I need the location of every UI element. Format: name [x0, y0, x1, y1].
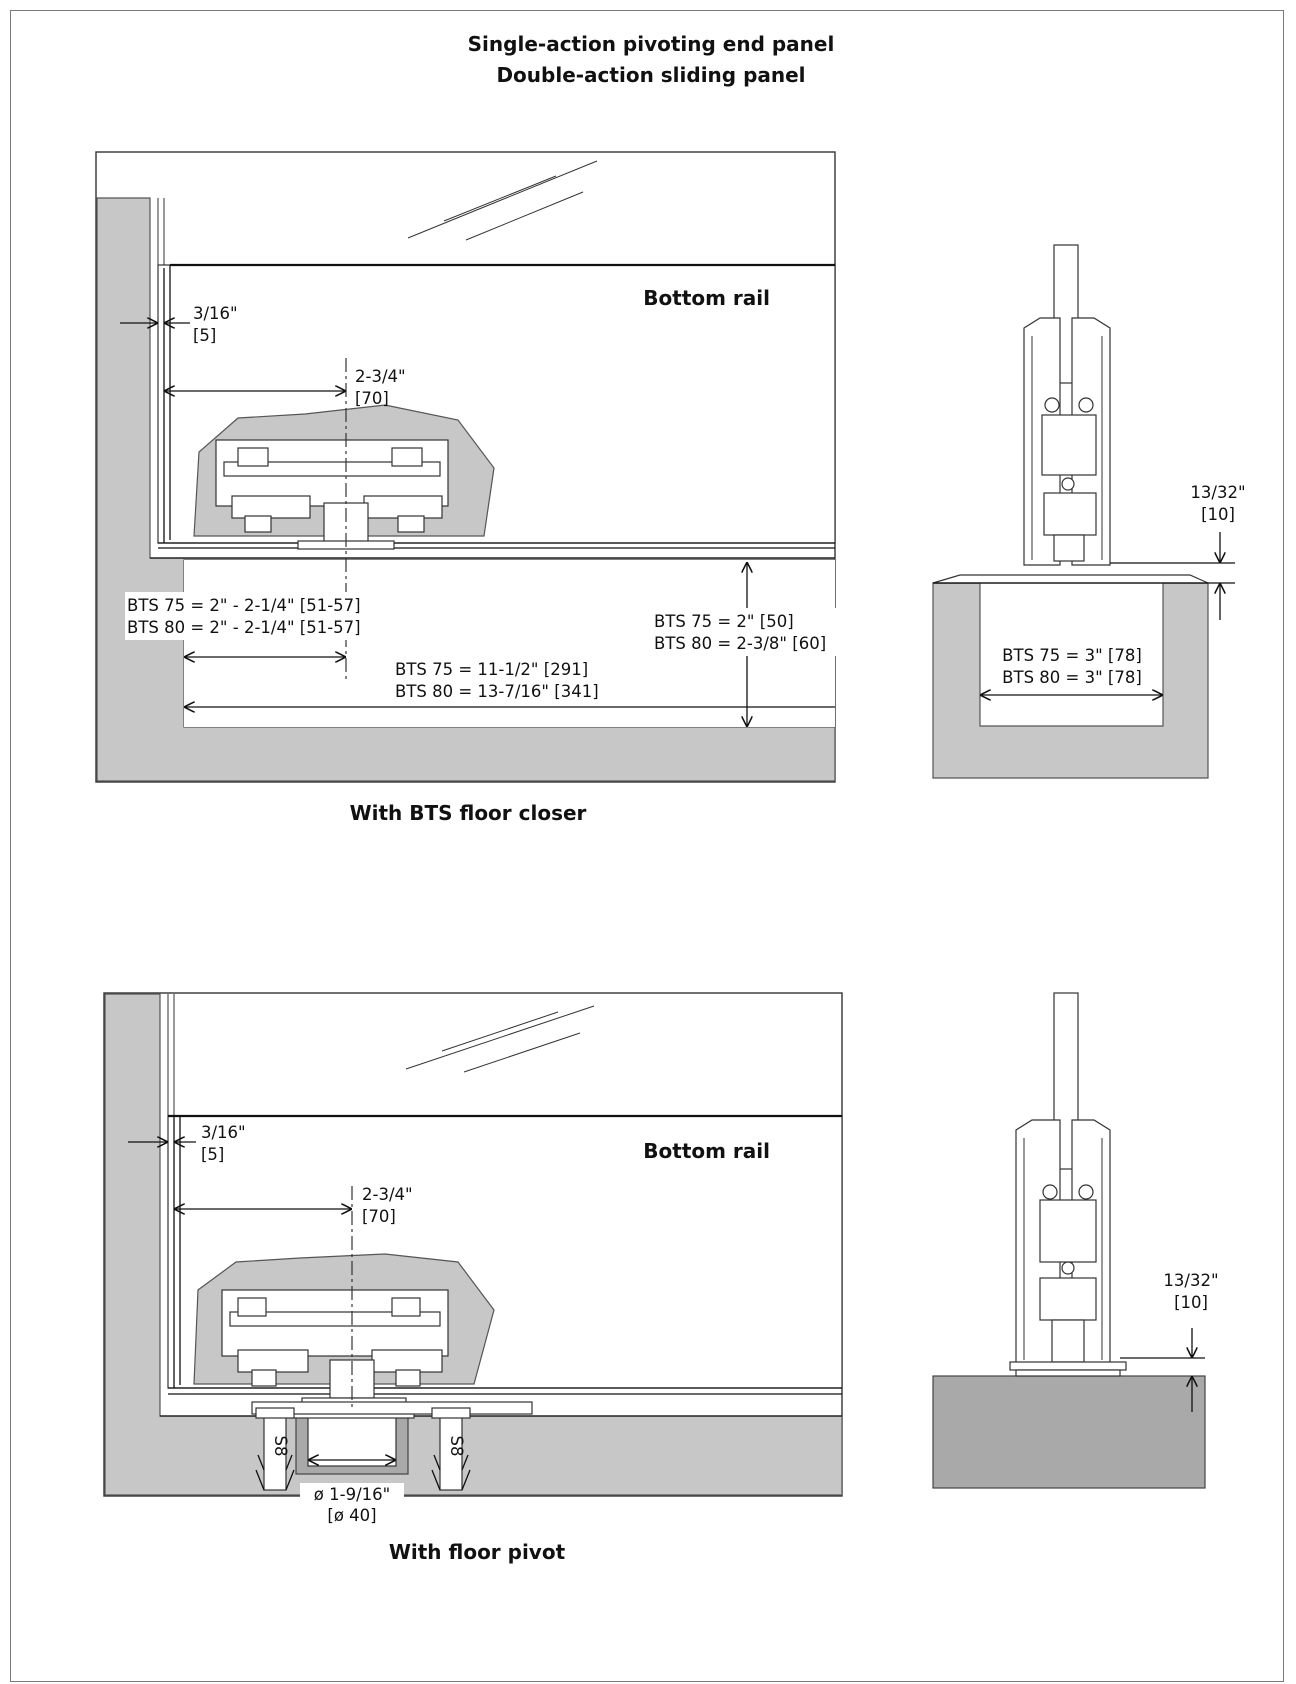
- top-dim-gap-mm: [5]: [193, 326, 217, 345]
- top-dim-length-1: BTS 75 = 11-1/2" [291]: [395, 660, 589, 679]
- top-dim-axis-mm: [70]: [355, 389, 389, 408]
- top-dim-depth-2: BTS 80 = 2-3/8" [60]: [654, 634, 827, 653]
- top-side-drawing: [933, 245, 1246, 778]
- bottom-section-drawing: [104, 993, 842, 1496]
- right-anchor-mark: S8: [447, 1435, 466, 1457]
- bottom-dim-diameter-mm: [ø 40]: [327, 1506, 377, 1525]
- top-side-dim-width-2: BTS 80 = 3" [78]: [1002, 668, 1142, 687]
- top-bottom-rail-label: Bottom rail: [643, 286, 770, 310]
- top-section-drawing: [96, 152, 839, 782]
- bottom-side-drawing: [933, 993, 1219, 1488]
- bottom-dim-gap: 3/16": [201, 1123, 246, 1142]
- heading-line-1: Single-action pivoting end panel: [467, 32, 835, 56]
- top-caption: With BTS floor closer: [349, 801, 587, 825]
- bottom-dim-gap-mm: [5]: [201, 1145, 225, 1164]
- top-dim-closer-1: BTS 75 = 2" - 2-1/4" [51-57]: [127, 596, 361, 615]
- bottom-dim-axis-mm: [70]: [362, 1207, 396, 1226]
- top-dim-depth-1: BTS 75 = 2" [50]: [654, 612, 794, 631]
- top-side-dim-width-1: BTS 75 = 3" [78]: [1002, 646, 1142, 665]
- top-dim-axis: 2-3/4": [355, 367, 406, 386]
- bottom-caption: With floor pivot: [388, 1540, 566, 1564]
- left-anchor-mark: S8: [271, 1435, 290, 1457]
- top-dim-length-2: BTS 80 = 13-7/16" [341]: [395, 682, 599, 701]
- bottom-bottom-rail-label: Bottom rail: [643, 1139, 770, 1163]
- heading-line-2: Double-action sliding panel: [496, 63, 806, 87]
- top-floor-closer: [194, 405, 494, 549]
- bottom-side-dim-clear: 13/32": [1163, 1271, 1219, 1290]
- bottom-dim-diameter: ø 1-9/16": [313, 1485, 391, 1504]
- top-dim-closer-2: BTS 80 = 2" - 2-1/4" [51-57]: [127, 618, 361, 637]
- bottom-side-dim-clear-mm: [10]: [1174, 1293, 1208, 1312]
- top-side-dim-clear-mm: [10]: [1201, 505, 1235, 524]
- top-side-dim-clear: 13/32": [1190, 483, 1246, 502]
- top-dim-gap: 3/16": [193, 304, 238, 323]
- bottom-dim-axis: 2-3/4": [362, 1185, 413, 1204]
